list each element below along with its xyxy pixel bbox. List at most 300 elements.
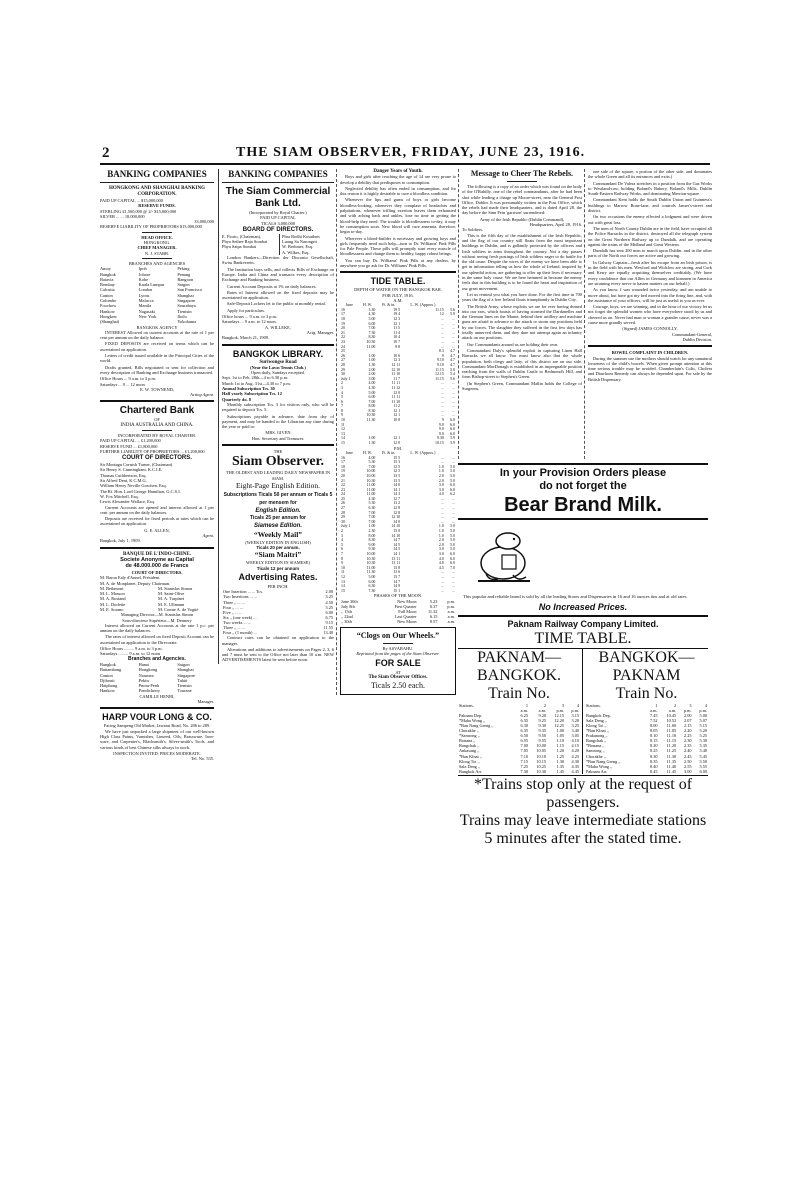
table-cell: 5.25: [325, 604, 333, 610]
table-cell: 9.20: [538, 712, 547, 718]
table-cell: 6.00: [368, 321, 376, 326]
paragraph: Our Commandants around us are holding their own.: [467, 341, 559, 347]
office-hours: Office Hours ... 9 a.m. to 3 p.m.: [100, 376, 157, 382]
table-cell: 14 0: [393, 483, 401, 488]
table-cell: ...: [440, 460, 444, 465]
table-cell: 4: [576, 702, 579, 708]
table-cell: 20: [341, 473, 345, 478]
table-cell: ,, 22nd: [341, 613, 353, 619]
table-cell: 6.00: [368, 579, 376, 584]
table-cell: ...: [440, 404, 444, 409]
signatory: CAMILLE HENRI,: [139, 693, 175, 699]
moon-row: [340, 619, 456, 624]
table-cell: *Bonana ,,: [586, 743, 605, 749]
table-cell: 11.45: [666, 768, 677, 774]
table-cell: 1.0: [438, 529, 444, 534]
paragraph: This popular and reliable brand is sold by all the leading Stores and Dispensaries in 16 and 16 ounces tins and at old rates.: [463, 594, 688, 599]
paragraph: Rates of Interest allowed on the fixed deposits may be ascertained on application.: [222, 289, 334, 301]
table-cell: ...: [452, 381, 455, 386]
table-cell: 10.15: [435, 441, 444, 446]
paragraph: one side of the square, a portion of the other side, and dominates the whole Green and all its entrances and exits.): [588, 169, 712, 180]
table-cell: 9.0: [438, 427, 444, 432]
branch-name: Hanoi: [138, 661, 150, 667]
paragraph: In Galway Captain—fresh after his escape from an Irish prison, is in the field with his men. Wexford and Wicklow are strong, and Cork and Kerry are equally acquitting themselves creditably. (We have every confidence that our Allies in Germany and kinsmen in America are straining every nerve to hasten matters on our behalf.): [588, 259, 712, 286]
table-cell: Bangchak ,,: [586, 738, 607, 744]
table-cell: 1.0: [438, 533, 444, 538]
office-hours: Office hours ... 9 a.m. to 3 p.m.: [222, 314, 278, 320]
table-cell: 7.10: [520, 753, 529, 759]
table-cell: 11.00: [366, 487, 376, 492]
library-name: BANGKOK LIBRARY.: [232, 348, 324, 359]
table-cell: 12.15: [554, 712, 565, 718]
table-cell: ...: [440, 330, 444, 335]
table-cell: ...: [440, 344, 444, 349]
table-cell: 12 1: [393, 321, 401, 326]
table-cell: 2.20: [684, 728, 692, 734]
table-cell: New Moon: [397, 598, 417, 604]
paragraph: Alterations and additions to advertisements on Pages 2, 3, 6 and 7 must be sent to the Office not later than 10 a.m. NEW ADVERTISEMENTS latest be sent before noon.: [222, 646, 334, 663]
director-name: E. Fiorio, (Chairman),: [222, 233, 262, 239]
paragraph: To Soldiers.: [462, 227, 484, 233]
table-cell: 13 5: [393, 473, 401, 478]
table-cell: 1.05: [556, 733, 565, 739]
table-cell: 8.20: [650, 743, 658, 749]
table-cell: 13: [341, 579, 345, 584]
table-cell: One Insertion ... ... Tcs.: [223, 589, 264, 595]
branches-label: BRANCHES AND AGENCIES: [128, 260, 186, 266]
table-cell: 12 11: [391, 362, 401, 367]
weekly-mail: “Weekly Mail”: [253, 529, 303, 539]
table-cell: ...: [452, 519, 455, 524]
table-cell: 14 0: [393, 519, 401, 524]
table-cell: Klong Toi ,,: [459, 758, 480, 764]
table-cell: Klong Toi ,,: [586, 722, 607, 728]
table-cell: ...: [440, 501, 444, 506]
director-name: M. A. Turpinet: [158, 596, 185, 602]
direction-heading: BANGKOK—PAKNAM: [598, 648, 695, 684]
branch-name: Hankow: [100, 308, 115, 314]
table-cell: 1.00: [556, 728, 565, 734]
branch-name: Pnom-Penh: [138, 683, 160, 689]
paragraph: Monthly subscription Tcs. 3 for visitors only, who will be required to deposit Tcs. 5.: [222, 401, 334, 413]
table-cell: 2: [674, 702, 677, 708]
table-cell: 3: [561, 702, 565, 708]
table-cell: First Quarter: [394, 603, 417, 609]
column-3: [336, 169, 456, 695]
table-cell: 5.30: [368, 460, 376, 465]
branch-name: Canton: [100, 672, 113, 678]
directors-right: [279, 234, 334, 255]
table-cell: 8.3: [438, 349, 444, 354]
table-cell: 6: [341, 399, 343, 404]
director-name: M. L. Dorlette: [100, 601, 126, 607]
table-cell: ...: [440, 584, 444, 589]
table-cell: 11.40: [666, 763, 677, 769]
table-cell: ...: [440, 399, 444, 404]
table-cell: 4.0: [438, 561, 444, 566]
table-cell: 12 3: [393, 358, 401, 363]
table-cell: *Samrong ,,: [459, 733, 480, 739]
dateline: Bangkok, July 1, 1909.: [100, 538, 141, 544]
table-cell: July 8th: [341, 603, 355, 609]
table-cell: Chorakhe ,,: [586, 753, 606, 759]
branch-name: Bombay: [100, 282, 115, 288]
table-cell: 10: [341, 418, 345, 423]
director-name: M. E. Sorano: [100, 607, 124, 612]
signed-by: (Signed) JAMES CONNOLLY,: [622, 326, 678, 332]
table-cell: 11 12: [391, 385, 401, 390]
table-cell: ...: [452, 399, 455, 404]
branch-name: Batavia: [100, 276, 114, 282]
clogs-author: By ASVABAHU.: [382, 646, 414, 652]
table-cell: *Ban Nang Greng ,,: [586, 758, 621, 764]
dateline: Bangkok, March 21, 1909.: [222, 335, 270, 341]
paknam-bangkok: [458, 649, 583, 774]
table-cell: 9.10: [436, 362, 444, 367]
director-name: William Henry Neville Goschen, Esq.: [100, 483, 167, 489]
library-open: Open daily, Sundays excepted.: [251, 370, 305, 376]
agency-label: BANGKOK AGENCY: [136, 324, 178, 330]
branch-name: Kuala Lumpur: [138, 282, 165, 288]
table-cell: 4.00: [368, 381, 376, 386]
pm-label: P.M.: [393, 445, 403, 451]
table-cell: 5.0: [450, 524, 455, 529]
footnote: Trains may leave intermediate stations 5 minutes after the stated time.: [459, 811, 707, 847]
table-cell: 11.10: [666, 733, 677, 739]
table-cell: 13 2: [393, 501, 401, 506]
paragraph: Dundalk has sent 200 men to march upon Dublin, and in the other parts of the North our forces are active and growing.: [588, 248, 712, 259]
table-cell: 5.25: [699, 733, 707, 739]
directors-left: [222, 234, 277, 255]
table-cell: 5.0: [450, 473, 455, 478]
branch-name: Amoy: [100, 266, 111, 272]
paknam-timetable: [458, 649, 708, 774]
table-cell: 6.0: [450, 427, 455, 432]
table-cell: 5.0: [450, 464, 455, 469]
table-cell: 4: [704, 702, 707, 708]
table-cell: 8.00: [368, 533, 376, 538]
directors-list: [100, 586, 214, 612]
paragraph: Deposits are received for fixed periods at rates which can be ascertained on application.: [100, 516, 214, 527]
table-cell: 8.30: [368, 335, 376, 340]
table-cell: ...: [440, 326, 444, 331]
table-cell: 9: [341, 561, 343, 566]
table-cell: 30: [341, 372, 345, 377]
table-cell: 7.52: [650, 717, 658, 723]
table-cell: 13 8: [393, 565, 401, 570]
table-cell: 1.30: [368, 441, 376, 446]
table-cell: 12 7: [393, 496, 401, 501]
table-cell: 9.15: [325, 619, 333, 625]
table-cell: 1.00: [368, 353, 376, 358]
table-cell: 21: [341, 478, 345, 483]
indochine-name: BANQUE DE L'INDO-CHINE.: [123, 551, 191, 557]
paragraph: On two occasions the enemy effected a lodgment and were driven out with great loss.: [588, 214, 712, 225]
director-name: M. Bethmont: [100, 585, 124, 591]
table-cell: 3.15: [571, 712, 579, 718]
table-cell: 13 7: [393, 574, 401, 579]
branch-name: Tientsin: [177, 308, 192, 314]
table-cell: 11.30: [666, 753, 677, 759]
table-cell: ...: [440, 413, 444, 418]
table-cell: 5.6: [450, 376, 455, 381]
table-cell: a.m.: [668, 707, 677, 713]
table-cell: 1.10: [556, 738, 565, 744]
advertising-rates-title: Advertising Rates.: [238, 572, 318, 583]
table-cell: 2.15: [684, 722, 692, 728]
table-cell: 10.30: [366, 561, 376, 566]
table-cell: ...: [440, 408, 444, 413]
table-cell: 6.37: [429, 603, 438, 609]
branches-list: [100, 266, 214, 324]
table-cell: 5: [341, 395, 343, 400]
table-cell: 10.15: [536, 758, 547, 764]
branch-name: Yokohama: [177, 319, 197, 325]
table-cell: 4.00: [368, 455, 376, 460]
paragraph: Commandant Daly's splendid exploit in capturing Linen Hall Barracks we all know. You must know also that the whole population, both clergy and laity, of this district are on our side. Commandant MacDonagh is established in an impregnable position reaching from the walls of Dublin Castle to Redmond's Hill, and from Bishop-street to Stephen's Green.: [462, 347, 582, 380]
branch-name: Calcutta: [100, 287, 115, 293]
branch-name: Singapore: [177, 298, 196, 304]
branch-name: London: [138, 287, 153, 293]
table-cell: 5.0: [450, 538, 455, 543]
table-cell: 8.10: [650, 733, 658, 739]
table-cell: Ankasang ,,: [459, 748, 480, 754]
table-cell: 4.30: [368, 385, 376, 390]
table-cell: 8.40: [650, 763, 658, 769]
branch-name: Tourane: [177, 688, 192, 694]
table-cell: 7.00: [520, 743, 529, 749]
table-cell: 9.30: [368, 547, 376, 552]
bear-line-2: do not forget the: [539, 480, 627, 492]
table-cell: 5.0: [450, 542, 455, 547]
siam-maitri: “Siam Maitri”: [254, 550, 302, 560]
table-cell: 2.00: [368, 367, 376, 372]
column-header: June: [345, 303, 353, 308]
table-cell: 13.40: [323, 630, 333, 636]
table-cell: 3.20: [571, 717, 579, 723]
table-cell: 11.15: [435, 307, 444, 312]
clogs-advert: [340, 627, 456, 695]
table-cell: a.m.: [538, 707, 547, 713]
director-name: A. Wilkes, Esq.: [282, 249, 310, 255]
branch-name: Pekin: [138, 677, 149, 683]
table-cell: 4.45: [571, 768, 579, 774]
table-cell: 22: [341, 483, 345, 488]
table-cell: 12 0: [393, 441, 401, 446]
table-cell: ...: [452, 501, 455, 506]
table-cell: ...: [440, 574, 444, 579]
table-cell: 5.30: [699, 738, 707, 744]
table-cell: 6.0: [450, 431, 455, 436]
indochine-sub2: de 48.000.000 de Francs: [125, 563, 189, 570]
table-cell: 7.45: [650, 712, 658, 718]
table-cell: 3.0: [438, 547, 444, 552]
table-cell: 5.0: [450, 533, 455, 538]
signatory: E. W. TOWNEND,: [140, 386, 174, 392]
table-cell: 2.30: [684, 738, 692, 744]
chief-manager: N. J. STABB.: [144, 250, 170, 256]
branch-name: Johore: [138, 271, 151, 277]
branch-name: Nagasaki: [138, 308, 155, 314]
bear-brand-advert: [458, 463, 708, 848]
table-cell: 2: [543, 702, 547, 708]
table-cell: 2.0: [438, 478, 444, 483]
table-cell: 11.00: [366, 483, 376, 488]
table-cell: 18: [341, 464, 345, 469]
table-cell: 9.35: [538, 728, 547, 734]
table-cell: 28: [341, 362, 345, 367]
paragraph: Wherever a blood-builder is necessary and growing boys and girls frequently need such help—turn to Dr. Williams' Pink Pills for Pale People. These pills will promptly start every muscle of bloodlessness and change them to healthy, happy robust beings.: [340, 235, 456, 257]
table-cell: 11.35: [666, 758, 677, 764]
table-cell: ...: [452, 460, 455, 465]
branch-name: Shanghai: [177, 667, 194, 673]
table-cell: 12 8: [393, 506, 401, 511]
table-cell: 12: [341, 427, 345, 432]
paknam-title: Paknam Railway Company Limited.: [507, 618, 659, 629]
table-cell: 10: [341, 565, 345, 570]
paragraph: This is the fifth day of the establishment of the Irish Republic, and the flag of our country still floats from the most important buildings in Dublin, and is gallantly protected by the officers and Irish soldiers in arms throughout the country. Not a day passes without seeing fresh postings of Irish soldiers eager to do battle for the old cause. Despite the wires of the enemy we have been able to get in information telling us how the whole of Ireland, inspired by our splendid action, are gathering to offer up their lives if necessary in the same holy cause. We are here hemmed in because the enemy feels that in this building is to be found the heart and inspiration of our great movement.: [462, 232, 582, 291]
table-cell: 12 1: [393, 408, 401, 413]
table-cell: ...: [452, 515, 455, 520]
hsbc-sterling: STERLING £1,500,000 @ 2/- $15,000,000: [100, 208, 177, 214]
table-cell: 10.00: [536, 743, 547, 749]
table-cell: 1.00: [368, 358, 376, 363]
masthead: [100, 145, 710, 165]
table-cell: 2.45: [684, 753, 692, 759]
for-sale: FOR SALE: [375, 657, 421, 668]
signatory-title: Manager.: [197, 699, 214, 705]
table-cell: Three ,, ... ...: [223, 599, 245, 605]
bear-illustration-icon: [458, 525, 548, 585]
table-cell: Bangkok Dep.: [586, 712, 611, 718]
table-cell: 6.30: [520, 722, 529, 728]
quarterly-subscription: Quarterly do. 8: [222, 396, 251, 402]
chief-manager-label: CHIEF MANAGER.: [137, 245, 177, 251]
table-cell: 10.30: [366, 556, 376, 561]
paragraph: FIXED DEPOSITS are received on terms which can be ascertained on application.: [100, 341, 214, 352]
table-cell: Stations.: [459, 702, 474, 708]
table-cell: 11.55: [323, 625, 333, 631]
table-cell: 1.00: [368, 436, 376, 441]
clogs-at: AT: [395, 669, 401, 675]
table-cell: Four ,, (1 month) ...: [223, 630, 257, 636]
table-cell: 4: [341, 538, 343, 543]
table-cell: 29: [341, 367, 345, 372]
table-cell: 15 3: [393, 460, 401, 465]
table-cell: 11.00: [366, 565, 376, 570]
board-of-directors: BOARD OF DIRECTORS.: [242, 226, 314, 233]
table-cell: 11.20: [666, 743, 677, 749]
hsbc-total: 33,000,000: [194, 219, 214, 225]
table-cell: 4.50: [325, 599, 333, 605]
scb-paid-up-value: TICALS 3,000,000: [260, 220, 296, 226]
table-cell: 8.00: [368, 404, 376, 409]
paragraph: Interest allowed on Current Accounts at the rate 1 p.c. per annum on the daily balances.: [100, 622, 214, 634]
table-cell: 12 5: [393, 469, 401, 474]
table-cell: 1: [655, 702, 658, 708]
table-cell: 5.15: [699, 722, 707, 728]
table-cell: 11 5: [393, 326, 401, 331]
paragraph: INTEREST Allowed on current accounts at the rate of 1 per cent per annum on the daily balance.: [100, 329, 214, 341]
branch-name: Lyons: [138, 292, 150, 298]
table-cell: 2.0: [438, 473, 444, 478]
table-cell: a.m.: [650, 707, 658, 713]
table-cell: 4.0: [438, 492, 444, 497]
table-cell: 2.00: [325, 589, 333, 595]
table-cell: 12 1: [393, 413, 401, 418]
directors-list: [100, 462, 214, 504]
table-cell: 5.0: [450, 547, 455, 552]
hsbc-reserve-label: RESERVE FUNDS.: [138, 203, 176, 209]
table-cell: 14 7: [393, 538, 401, 543]
table-cell: 11 10: [391, 399, 401, 404]
table-cell: 3.0: [438, 487, 444, 492]
branch-name: Saigon: [177, 282, 190, 288]
train-no-label: Train No.: [615, 684, 678, 702]
column-1: [100, 169, 214, 761]
table-cell: 9.30: [436, 436, 444, 441]
table-cell: 4.10: [571, 738, 579, 744]
branch-name: Malacca: [138, 298, 154, 304]
branch-name: [139, 319, 176, 324]
table-cell: p.m.: [571, 707, 579, 713]
signatory-title: Acting Agent.: [190, 392, 214, 398]
section-heading: BANKING COMPANIES: [228, 169, 328, 179]
table-cell: Chorakhe ,,: [459, 728, 479, 734]
paragraph: Current Account Deposits at 1% on daily balances.: [227, 283, 317, 289]
column-5: [584, 169, 712, 459]
table-cell: 19 4: [393, 312, 401, 317]
saturday-hours: Saturdays ... 9 ... 12 noon: [100, 381, 145, 387]
table-cell: 13 11: [391, 556, 401, 561]
branch-name: Hongkew: [100, 313, 118, 319]
english-edition-heading: Eight-Page English Edition.: [236, 480, 320, 490]
vice-chairman: M. A. de Monplanet, Deputy Chairman.: [100, 580, 171, 586]
table-cell: 7.00: [368, 515, 376, 520]
advertising-rates-table: [222, 589, 334, 635]
branch-name: Manila: [138, 303, 152, 309]
column-header: Ft. & in.: [382, 303, 396, 308]
column-4: [458, 169, 582, 459]
head-office-label: HEAD OFFICE.: [141, 234, 173, 240]
table-cell: 8.05: [650, 728, 658, 734]
table-cell: 6.0: [450, 483, 455, 488]
director-name: Phra Bodhi Kosathen: [282, 233, 320, 239]
table-cell: 25: [341, 496, 345, 501]
branch-name: Singapore: [177, 672, 196, 678]
table-cell: 14 1: [393, 487, 401, 492]
signatory: MRS. GIVEN: [265, 430, 291, 436]
table-cell: 15 5: [393, 455, 401, 460]
table-cell: *Ban Klnai ,,: [459, 753, 482, 759]
table-cell: 7.00: [368, 519, 376, 524]
table-cell: 11.15: [666, 738, 677, 744]
branch-name: San Francisco: [177, 287, 203, 293]
table-cell: 16: [341, 307, 345, 312]
table-cell: 11: [341, 422, 345, 427]
table-cell: Full Moon: [398, 608, 417, 614]
chartered-sub: INDIA AUSTRALIA AND CHINA.: [120, 422, 194, 428]
table-cell: 10 7: [393, 339, 401, 344]
table-cell: 2.25: [684, 733, 692, 739]
table-cell: 4.7: [450, 353, 455, 358]
annual-subscription: Annual Subscription Tcs. 30: [222, 386, 275, 392]
table-cell: 6.2: [450, 492, 455, 497]
table-cell: 15: [341, 441, 345, 446]
table-cell: 9.00: [368, 542, 376, 547]
paragraph: As you know, I was wounded twice yesterday, and am unable to move about, but have got my bed moved into the firing line, and, with the assistance of your officers, will be just as useful to you as ever.: [588, 287, 712, 303]
table-cell: 4.30: [571, 758, 579, 764]
